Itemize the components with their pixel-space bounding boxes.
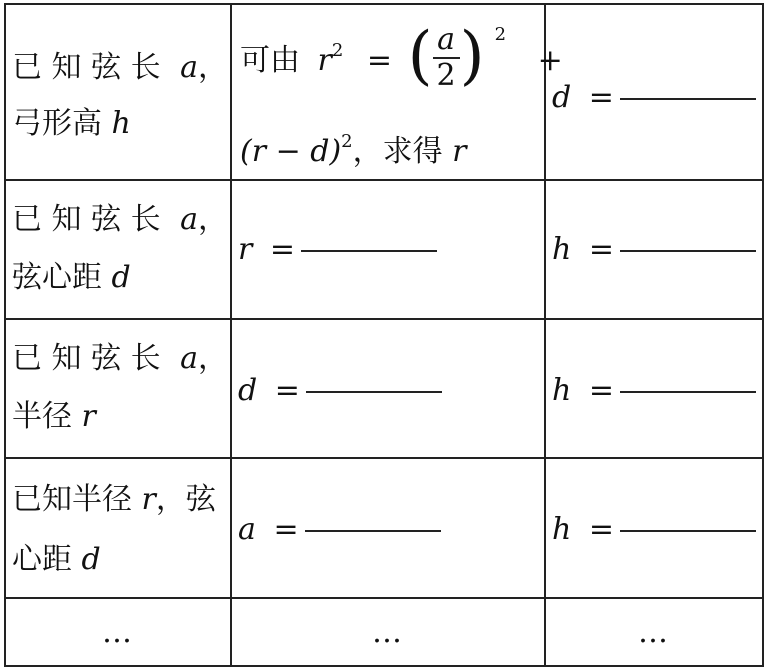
- condition-line2: 弦心距 d: [12, 260, 131, 295]
- ellipsis: …: [372, 615, 403, 650]
- condition-line1: 已知半径 r，弦: [12, 482, 216, 517]
- answer-r: r =: [238, 235, 437, 265]
- answer-blank[interactable]: [620, 98, 756, 100]
- answer-blank[interactable]: [301, 250, 437, 252]
- table-row: [6, 179, 762, 318]
- formula-table: [4, 3, 764, 667]
- answer-d: d =: [552, 83, 756, 113]
- answer-blank[interactable]: [620, 391, 756, 393]
- answer-h: h =: [552, 235, 756, 265]
- ellipsis: …: [102, 615, 133, 650]
- table-row: [6, 597, 762, 665]
- answer-h: h =: [552, 515, 756, 545]
- fraction-a-over-2: $\frac{a}{2}$: [433, 25, 460, 91]
- table-row: [6, 5, 762, 179]
- condition-line1: 已 知 弦 长 a，: [12, 202, 229, 237]
- ellipsis: …: [638, 615, 669, 650]
- formula-line1: 可由 $r^2$ = ( $\frac{a}{2}$ ) $^2$ +: [240, 19, 563, 93]
- answer-blank[interactable]: [305, 530, 441, 532]
- condition-line1: 已 知 弦 长 a，: [12, 341, 229, 376]
- condition-line2: 弓形高 h: [12, 106, 131, 141]
- answer-blank[interactable]: [620, 530, 756, 532]
- table-row: [6, 318, 762, 457]
- answer-blank[interactable]: [306, 391, 442, 393]
- answer-d: d =: [238, 376, 442, 406]
- condition-line2: 心距 d: [12, 542, 101, 577]
- answer-blank[interactable]: [620, 250, 756, 252]
- condition-line1: 已 知 弦 长 a，: [12, 50, 229, 85]
- condition-line2: 半径 r: [12, 399, 96, 434]
- formula-line2: $(r - d)^2$，求得 r: [240, 131, 467, 169]
- answer-h: h =: [552, 376, 756, 406]
- table-row: [6, 457, 762, 597]
- answer-a: a =: [238, 515, 441, 545]
